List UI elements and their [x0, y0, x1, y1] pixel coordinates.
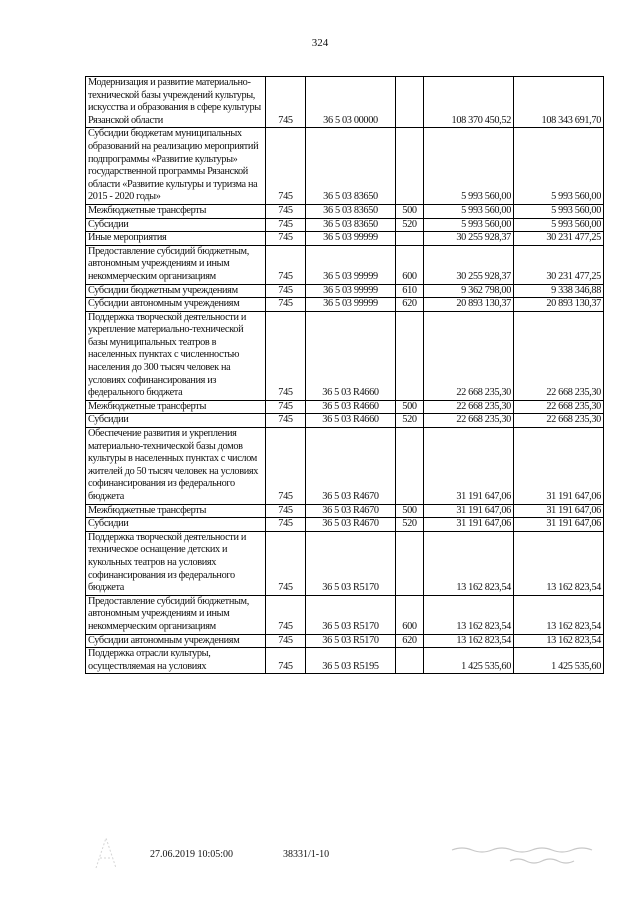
- cell-sum1: 9 362 798,00: [424, 284, 514, 298]
- cell-sum2: 5 993 560,00: [514, 204, 604, 218]
- cell-type: [396, 311, 424, 400]
- cell-ministry: 745: [266, 284, 306, 298]
- cell-sum2: 30 231 477,25: [514, 245, 604, 284]
- cell-sum1: 1 425 535,60: [424, 648, 514, 674]
- table-row: [86, 298, 604, 312]
- cell-ministry: 745: [266, 414, 306, 428]
- cell-sum2: 1 425 535,60: [514, 648, 604, 674]
- cell-name: Модернизация и развитие материально-технической базы учреждений культуры, искусства и образования в сфере культуры Рязанской области: [86, 77, 266, 128]
- cell-code: 36 5 03 R4660: [306, 311, 396, 400]
- cell-code: 36 5 03 R5170: [306, 595, 396, 634]
- cell-type: [396, 232, 424, 246]
- table-row: [86, 77, 604, 128]
- table-row: [86, 648, 604, 674]
- cell-sum2: 20 893 130,37: [514, 298, 604, 312]
- cell-name: Поддержка творческой деятельности и укрепление материально-технической базы муниципальных театров в населенных пунктах с численностью населения до 300 тысяч человек на условиях софинансирования из федерального бюджета: [86, 311, 266, 400]
- cell-sum1: 108 370 450,52: [424, 77, 514, 128]
- cell-ministry: 745: [266, 518, 306, 532]
- cell-type: 500: [396, 504, 424, 518]
- cell-sum2: 22 668 235,30: [514, 414, 604, 428]
- table-row: [86, 531, 604, 595]
- cell-name: Обеспечение развития и укрепления материально-технической базы домов культуры в населенных пунктах с числом жителей до 50 тысяч человек на условиях софинансирования из федерального бюджета: [86, 428, 266, 505]
- cell-ministry: 745: [266, 504, 306, 518]
- page-number: 324: [311, 37, 329, 49]
- cell-code: 36 5 03 R5170: [306, 634, 396, 648]
- cell-ministry: 745: [266, 77, 306, 128]
- cell-type: 500: [396, 204, 424, 218]
- cell-sum2: 13 162 823,54: [514, 531, 604, 595]
- cell-sum1: 22 668 235,30: [424, 311, 514, 400]
- cell-ministry: 745: [266, 218, 306, 232]
- cell-type: [396, 428, 424, 505]
- cell-type: 520: [396, 518, 424, 532]
- cell-name: Межбюджетные трансферты: [86, 504, 266, 518]
- cell-type: 500: [396, 400, 424, 414]
- cell-type: [396, 128, 424, 205]
- cell-sum2: 31 191 647,06: [514, 504, 604, 518]
- stamp-scribble-icon: [450, 844, 600, 866]
- cell-code: 36 5 03 99999: [306, 284, 396, 298]
- cell-ministry: 745: [266, 298, 306, 312]
- table-row: [86, 128, 604, 205]
- cell-ministry: 745: [266, 128, 306, 205]
- cell-sum1: 5 993 560,00: [424, 204, 514, 218]
- cell-name: Субсидии: [86, 414, 266, 428]
- cell-sum2: 13 162 823,54: [514, 595, 604, 634]
- cell-sum1: 5 993 560,00: [424, 128, 514, 205]
- footer-doc-number: 38331/1-10: [283, 849, 330, 860]
- cell-sum2: 13 162 823,54: [514, 634, 604, 648]
- budget-table-body: [86, 77, 604, 674]
- cell-sum1: 31 191 647,06: [424, 518, 514, 532]
- cell-name: Межбюджетные трансферты: [86, 204, 266, 218]
- cell-sum2: 31 191 647,06: [514, 518, 604, 532]
- cell-code: 36 5 03 R4670: [306, 428, 396, 505]
- cell-sum2: 31 191 647,06: [514, 428, 604, 505]
- cell-name: Предоставление субсидий бюджетным, автономным учреждениям и иным некоммерческим организациям: [86, 245, 266, 284]
- cell-code: 36 5 03 R4670: [306, 518, 396, 532]
- table-row: [86, 595, 604, 634]
- cell-type: 600: [396, 595, 424, 634]
- cell-ministry: 745: [266, 232, 306, 246]
- cell-sum1: 5 993 560,00: [424, 218, 514, 232]
- cell-code: 36 5 03 99999: [306, 232, 396, 246]
- cell-name: Субсидии автономным учреждениям: [86, 634, 266, 648]
- cell-ministry: 745: [266, 311, 306, 400]
- table-row: [86, 218, 604, 232]
- cell-name: Субсидии: [86, 218, 266, 232]
- cell-ministry: 745: [266, 634, 306, 648]
- cell-code: 36 5 03 R5195: [306, 648, 396, 674]
- cell-name: Межбюджетные трансферты: [86, 400, 266, 414]
- cell-type: 520: [396, 414, 424, 428]
- cell-code: 36 5 03 83650: [306, 128, 396, 205]
- cell-code: 36 5 03 83650: [306, 218, 396, 232]
- cell-ministry: 745: [266, 204, 306, 218]
- scan-mark-icon: [92, 832, 120, 872]
- cell-sum2: 22 668 235,30: [514, 311, 604, 400]
- cell-sum1: 30 255 928,37: [424, 232, 514, 246]
- cell-ministry: 745: [266, 595, 306, 634]
- cell-code: 36 5 03 R4660: [306, 414, 396, 428]
- cell-sum2: 30 231 477,25: [514, 232, 604, 246]
- cell-ministry: 745: [266, 400, 306, 414]
- table-row: [86, 428, 604, 505]
- cell-code: 36 5 03 99999: [306, 298, 396, 312]
- table-row: [86, 400, 604, 414]
- cell-sum1: 22 668 235,30: [424, 414, 514, 428]
- table-row: [86, 414, 604, 428]
- cell-code: 36 5 03 83650: [306, 204, 396, 218]
- cell-name: Предоставление субсидий бюджетным, автономным учреждениям и иным некоммерческим организациям: [86, 595, 266, 634]
- budget-table: [85, 76, 604, 674]
- cell-code: 36 5 03 R4670: [306, 504, 396, 518]
- cell-type: 620: [396, 634, 424, 648]
- cell-name: Поддержка творческой деятельности и техническое оснащение детских и кукольных театров на условиях софинансирования из федерального бюджета: [86, 531, 266, 595]
- cell-type: 610: [396, 284, 424, 298]
- cell-code: 36 5 03 R4660: [306, 400, 396, 414]
- table-row: [86, 204, 604, 218]
- cell-sum1: 13 162 823,54: [424, 634, 514, 648]
- cell-sum2: 9 338 346,88: [514, 284, 604, 298]
- cell-name: Субсидии бюджетам муниципальных образований на реализацию мероприятий подпрограммы «Развитие культуры» государственной программы Рязанской области «Развитие культуры и туризма на 2015 - 2020 годы»: [86, 128, 266, 205]
- cell-type: 600: [396, 245, 424, 284]
- cell-name: Субсидии бюджетным учреждениям: [86, 284, 266, 298]
- cell-sum1: 20 893 130,37: [424, 298, 514, 312]
- table-row: [86, 284, 604, 298]
- cell-ministry: 745: [266, 245, 306, 284]
- cell-name: Субсидии: [86, 518, 266, 532]
- cell-ministry: 745: [266, 428, 306, 505]
- cell-ministry: 745: [266, 531, 306, 595]
- electronic-signature-stamp: [450, 844, 600, 869]
- cell-type: [396, 648, 424, 674]
- table-row: [86, 518, 604, 532]
- cell-code: 36 5 03 R5170: [306, 531, 396, 595]
- table-row: [86, 245, 604, 284]
- cell-sum1: 13 162 823,54: [424, 595, 514, 634]
- table-row: [86, 634, 604, 648]
- cell-sum2: 5 993 560,00: [514, 218, 604, 232]
- cell-type: [396, 531, 424, 595]
- table-row: [86, 311, 604, 400]
- cell-code: 36 5 03 00000: [306, 77, 396, 128]
- table-row: [86, 232, 604, 246]
- footer-datetime: 27.06.2019 10:05:00: [150, 849, 234, 860]
- cell-type: [396, 77, 424, 128]
- cell-sum2: 22 668 235,30: [514, 400, 604, 414]
- table-row: [86, 504, 604, 518]
- cell-sum1: 13 162 823,54: [424, 531, 514, 595]
- cell-name: Поддержка отрасли культуры, осуществляемая на условиях: [86, 648, 266, 674]
- cell-name: Иные мероприятия: [86, 232, 266, 246]
- cell-sum1: 22 668 235,30: [424, 400, 514, 414]
- cell-type: 520: [396, 218, 424, 232]
- cell-sum1: 31 191 647,06: [424, 428, 514, 505]
- cell-sum1: 31 191 647,06: [424, 504, 514, 518]
- cell-ministry: 745: [266, 648, 306, 674]
- cell-sum2: 5 993 560,00: [514, 128, 604, 205]
- cell-name: Субсидии автономным учреждениям: [86, 298, 266, 312]
- cell-code: 36 5 03 99999: [306, 245, 396, 284]
- cell-sum2: 108 343 691,70: [514, 77, 604, 128]
- cell-sum1: 30 255 928,37: [424, 245, 514, 284]
- cell-type: 620: [396, 298, 424, 312]
